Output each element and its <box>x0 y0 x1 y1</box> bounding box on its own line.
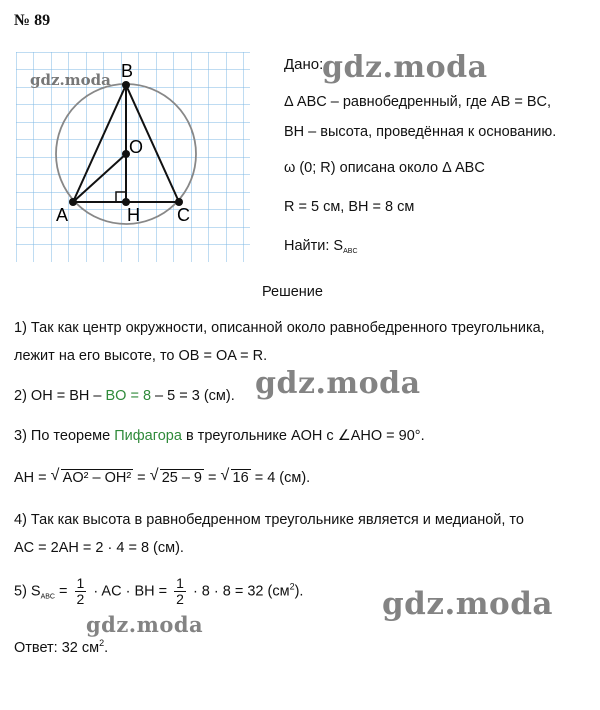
fraction-half-1: $\frac{1}{2}$ <box>76 575 85 607</box>
point-a <box>69 198 77 206</box>
step-3-part-b: Пифагора <box>114 428 182 444</box>
step-3-part-a: 3) По теореме <box>14 428 115 444</box>
solution-heading: Решение <box>262 284 323 300</box>
step-5-lead: 5) S <box>14 583 41 600</box>
find-line <box>284 238 358 255</box>
step-1-line-a: 1) Так как центр окружности, описанной около равнобедренного треугольника, <box>14 320 545 336</box>
label-c: C <box>177 205 190 225</box>
step-2-part-b: BO = 8 <box>105 388 152 404</box>
step-2 <box>14 388 235 404</box>
problem-number: № 89 <box>14 12 51 29</box>
geometry-figure <box>16 52 250 262</box>
watermark-top: gdz.moda <box>322 50 488 85</box>
figure-watermark: gdz.moda <box>30 71 111 89</box>
radicand-3: 16 <box>232 470 249 486</box>
label-o: O <box>129 137 144 157</box>
find-label: Найти: S <box>284 238 344 254</box>
step-5-sup: 2 <box>289 581 295 592</box>
step-3-equation: AH = √ AO² – OH² = √ 25 – 9 = √ 16 = 4 (см). <box>14 467 311 486</box>
radical-2: √ 25 – 9 <box>149 467 203 486</box>
watermark-middle: gdz.moda <box>255 366 421 401</box>
radical-1: √ AO² – OH² <box>50 467 132 486</box>
answer <box>14 638 108 656</box>
radical-3: √ 16 <box>220 467 249 486</box>
step-5-sub: ABC <box>40 593 55 601</box>
given-line-1: Δ ABC – равнобедренный, где AB = BC, <box>284 94 552 110</box>
step-4-line-b: AC = 2AH = 2 · 4 = 8 (см). <box>14 540 184 556</box>
step-5-mid-2: · 8 · 8 = 32 (см <box>192 583 290 600</box>
answer-sup: 2 <box>99 638 105 648</box>
given-line-4: R = 5 см, BH = 8 см <box>284 199 415 215</box>
label-b: B <box>121 61 134 81</box>
step-2-part-c: – 5 = 3 (см). <box>151 388 235 404</box>
radicand-1: AO² – OH² <box>62 470 132 486</box>
step-5-end: ). <box>294 583 304 600</box>
step-3-part-c: в треугольнике AOH с ∠AHO = 90°. <box>181 428 425 444</box>
find-subscript: ABC <box>343 248 358 255</box>
eq-end: = 4 (см). <box>254 470 311 486</box>
eq-lhs: AH = <box>14 470 51 486</box>
step-3 <box>14 428 425 444</box>
point-b <box>122 81 130 89</box>
fraction-half-2: $\frac{1}{2}$ <box>176 575 184 607</box>
answer-text: Ответ: 32 см <box>14 640 100 656</box>
given-line-3: ω (0; R) описана около Δ ABC <box>284 160 485 176</box>
label-a: A <box>56 205 69 225</box>
given-line-2: BH – высота, проведённая к основанию. <box>284 124 557 140</box>
step-4-line-a: 4) Так как высота в равнобедренном треугольнике является и медианой, то <box>14 512 524 528</box>
step-5: 5) $S_{ABC}$ = $\frac{1}{2}$ · AC · BH = $\frac{1}{2}$ · 8 · 8 = 32 $(см^2)$. <box>14 575 304 607</box>
answer-end: . <box>104 640 109 656</box>
given-heading: Дано: <box>284 56 324 73</box>
step-1-line-b: лежит на его высоте, то OB = OA = R. <box>14 348 268 364</box>
label-h: H <box>127 205 140 225</box>
radicand-2: 25 – 9 <box>161 470 203 486</box>
watermark-bottom-right: gdz.moda <box>382 586 553 622</box>
step-5-mid-1: · AC · BH = <box>93 583 168 600</box>
step-2-part-a: 2) OH = BH – <box>14 388 106 404</box>
watermark-bottom-left: gdz.moda <box>86 612 204 637</box>
